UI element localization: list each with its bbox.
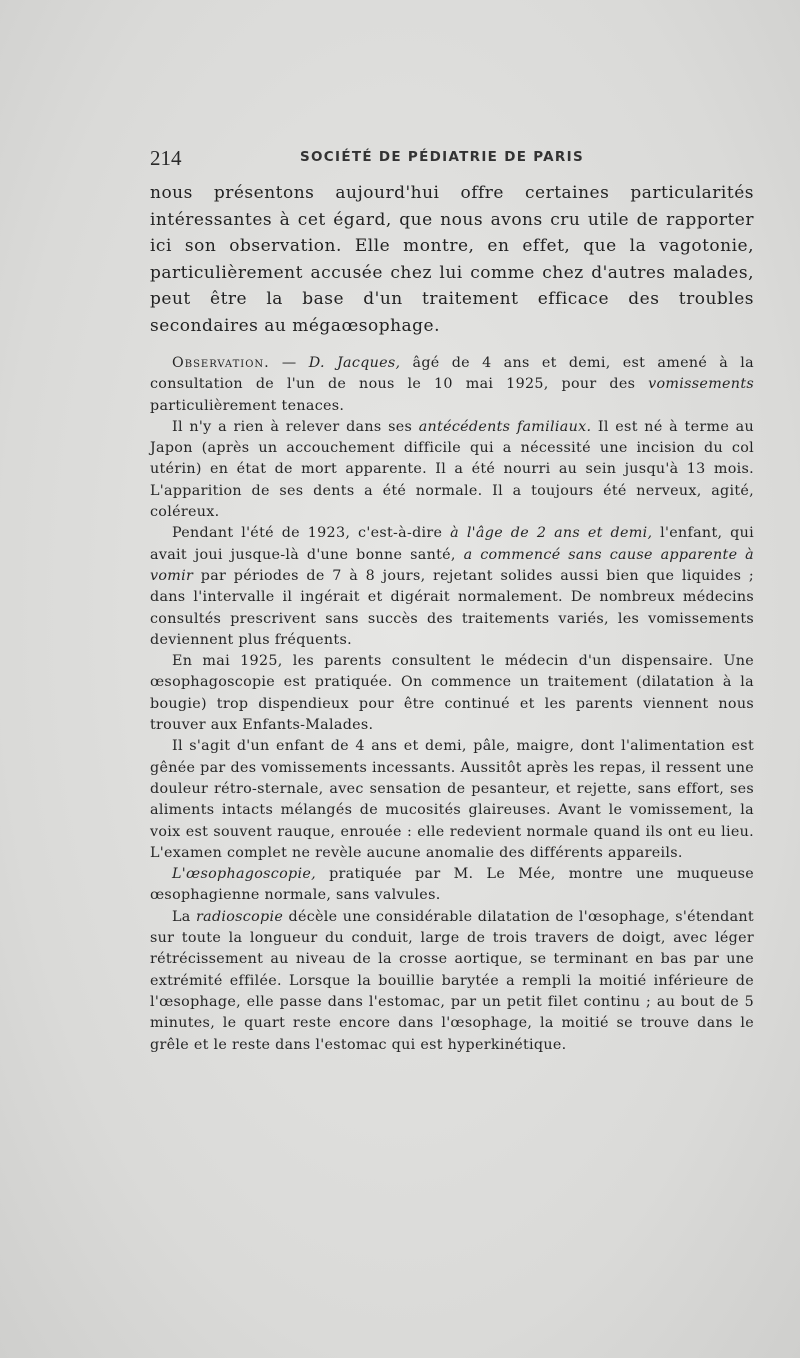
paragraph-2-emphasis: antécédents familiaux. xyxy=(418,418,592,435)
page-number: 214 xyxy=(150,146,182,170)
running-title: SOCIÉTÉ DE PÉDIATRIE DE PARIS xyxy=(300,149,584,165)
paragraph-7-text-a: La xyxy=(172,908,196,925)
paragraph-6-text: pratiquée par M. Le Mée, montre une muqueuse œsophagienne normale, sans valvules. xyxy=(150,866,754,904)
observation-section xyxy=(150,353,754,1056)
paragraph-7-text-b: décèle une considérable dilatation de l'œsophage, s'étendant sur toute la longueur du conduit, large de trois travers de doigt, avec léger rétrécissement au niveau de la crosse aortique, se terminant en bas par une extrémité effilée. Lorsque la bouillie barytée a rempli la moitié inférieure de l'œsophage, elle passe dans l'estomac, par un petit filet continu ; au bout de 5 minutes, le quart reste encore dans l'œsophage, la moitié se trouve dans le grêle et le reste dans l'estomac qui est hyperkinétique. xyxy=(150,908,754,1053)
paragraph-3-emphasis-2: a commencé sans cause apparente à vomir xyxy=(150,546,754,584)
intro-paragraph: nous présentons aujourd'hui offre certaines particularités intéressantes à cet égard, que nous avons cru utile de rapporter ici son observation. Elle montre, en effet, que la vagotonie, particulièrement accusée chez lui comme chez d'autres malades, peut être la base d'un traitement efficace des troubles secondaires au mégaœsophage. xyxy=(150,183,754,336)
observation-paragraph-7 xyxy=(150,907,754,1056)
patient-name: D. Jacques, xyxy=(308,355,401,371)
paragraph-1-text-a: âgé de 4 ans et demi, est amené à la consultation de l'un de nous le 10 mai 1925, pour des xyxy=(150,355,754,393)
observation-paragraph-2 xyxy=(150,417,754,523)
paragraph-1-emphasis: vomissements xyxy=(648,376,754,393)
paragraph-3-emphasis-1: à l'âge de 2 ans et demi, xyxy=(450,525,653,542)
intro-section xyxy=(150,180,754,339)
paragraph-3-text-c: par périodes de 7 à 8 jours, rejetant solides aussi bien que liquides ; dans l'intervalle il ingérait et digérait normalement. De nombreux médecins consultés prescrivent sans succès des traitements variés, les vomissements deviennent plus fréquents. xyxy=(150,567,754,648)
observation-paragraph-3 xyxy=(150,523,754,651)
paragraph-7-emphasis: radioscopie xyxy=(195,908,284,925)
paragraph-3-text-a: Pendant l'été de 1923, c'est-à-dire xyxy=(172,525,451,542)
body-text xyxy=(150,180,754,1056)
paragraph-1-text-b: particulièrement tenaces. xyxy=(150,397,345,414)
observation-label: Observation. xyxy=(172,355,270,371)
paragraph-2-text-b: Il est né à terme au Japon (après un accouchement difficile qui a nécessité une incision du col utérin) en état de mort apparente. Il a été nourri au sein jusqu'à 13 mois. L'apparition de ses dents a été normale. Il a toujours été nerveux, agité, coléreux. xyxy=(150,418,755,521)
paragraph-3-text-b: l'enfant, qui avait joui jusque-là d'une bonne santé, xyxy=(150,525,754,563)
paragraph-6-emphasis: L'œsophagoscopie, xyxy=(172,866,316,883)
observation-paragraph-6 xyxy=(150,864,754,907)
paragraph-2-text-a: Il n'y a rien à relever dans ses xyxy=(172,418,419,435)
observation-dash: — xyxy=(269,355,309,371)
page-header xyxy=(150,146,754,172)
observation-paragraph-4: En mai 1925, les parents consultent le médecin d'un dispensaire. Une œsophagoscopie est pratiquée. On commence un traitement (dilatation à la bougie) trop dispendieux pour être continué et les parents viennent nous trouver aux Enfants-Malades. xyxy=(150,653,754,734)
observation-paragraph-1 xyxy=(150,353,754,417)
observation-paragraph-5: Il s'agit d'un enfant de 4 ans et demi, pâle, maigre, dont l'alimentation est gênée par des vomissements incessants. Aussitôt après les repas, il ressent une douleur rétro-sternale, avec sensation de pesanteur, et rejette, sans effort, ses aliments intacts mélangés de mucosités glaireuses. Avant le vomissement, la voix est souvent rauque, enrouée : elle redevient normale quand ils ont eu lieu. L'examen complet ne revèle aucune anomalie des différents appareils. xyxy=(150,738,754,861)
